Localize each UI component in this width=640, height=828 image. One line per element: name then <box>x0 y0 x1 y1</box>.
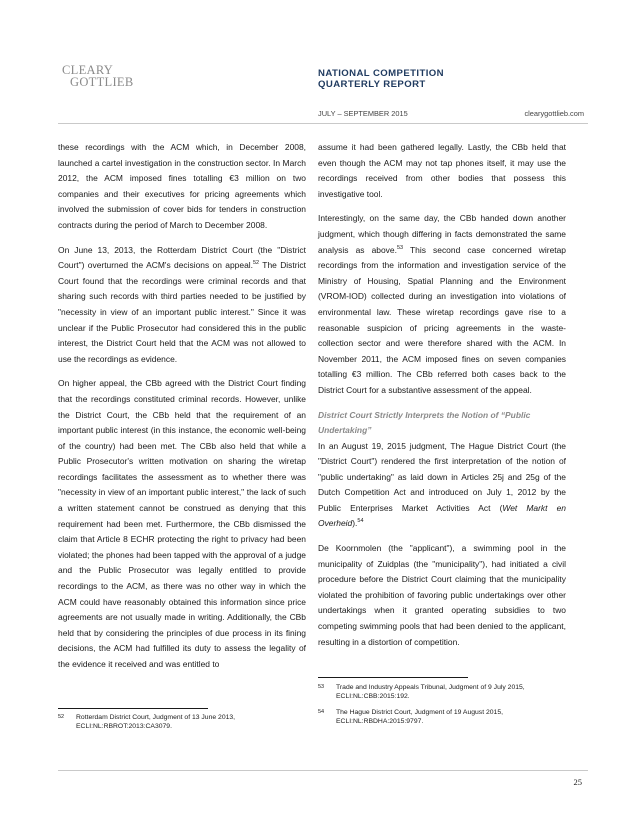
footer-divider <box>58 770 588 771</box>
footnote-text: Trade and Industry Appeals Tribunal, Judgment of 9 July 2015, ECLI:NL:CBB:2015:192. <box>336 684 525 700</box>
right-column <box>318 140 566 659</box>
right-paragraph-3-text-a: In an August 19, 2015 judgment, The Hague District Court (the "District Court") rendered the first interpretation of the notion of "public undertaking" as laid down in Articles 25j and 25g of the Dutch Competition Act and introduced on July 1, 2012 by the Public Enterprises Market Activities Act ( <box>318 440 566 513</box>
report-title <box>318 68 444 90</box>
left-paragraph-2 <box>58 243 306 368</box>
right-paragraph-3-text-b: ). <box>352 518 358 529</box>
section-heading: District Court Strictly Interprets the Notion of “Public Undertaking” <box>318 409 531 435</box>
left-paragraph-3: On higher appeal, the CBb agreed with the District Court finding that the recordings constituted criminal records. However, unlike the District Court, the CBb held that the requirement of an important public interest (in this instance, the economic well-being of the country) had been met. The CBb also held that while a Public Prosecutor's written motivation on sharing the wiretap recordings facilitates the assessment as to whether there was "necessity in view of an important public interest," the lack of such a written statement cannot be construed as denying that this requirement had been met. Furthermore, the CBb dismissed the claim that Article 8 ECHR protecting the right to privacy had been violated; the phones had been tapped with the approval of a judge and the Public Prosecutor was legally entitled to provide recordings to the ACM, as there was no other way in which the ACM could have reasonably obtained this information since price agreements are not usually made in writing. Additionally, the CBb held that by considering the principles of due process in its fining decisions, the ACM had fulfilled its duty to assess the legality of the evidence it received and was entitled to <box>58 378 306 669</box>
right-paragraph-2 <box>318 211 566 398</box>
footnote-text: Rotterdam District Court, Judgment of 13 June 2013, ECLI:NL:RBROT:2013:CA3079. <box>76 714 236 730</box>
report-period: JULY – SEPTEMBER 2015 <box>318 109 408 118</box>
page-number: 25 <box>573 777 582 787</box>
footnote <box>318 683 558 701</box>
header-meta <box>318 109 584 118</box>
footnote-ref-54[interactable]: 54 <box>357 518 364 525</box>
footnote-divider-left <box>58 708 208 709</box>
footnote <box>58 713 298 731</box>
footnote-text: The Hague District Court, Judgment of 19 August 2015, ECLI:NL:RBDHA:2015:9797. <box>336 709 503 725</box>
logo-line-2: GOTTLIEB <box>70 75 134 89</box>
left-paragraph-1: these recordings with the ACM which, in December 2008, launched a cartel investigation in the construction sector. In March 2012, the ACM imposed fines totalling €3 million on two companies and their executives for pricing agreements which involved the submission of cover bids for tenders in construction contracts during the period of March to December 2008. <box>58 142 306 230</box>
footnotes-left <box>58 713 298 738</box>
footnote <box>318 708 558 726</box>
footnote-ref-52[interactable]: 52 <box>252 260 260 267</box>
left-column <box>58 140 306 682</box>
right-paragraph-1: assume it had been gathered legally. Lastly, the CBb held that even though the ACM may not tap phones itself, it may use the recordings received from other bodies that possess this investigative tool. <box>318 142 566 199</box>
left-paragraph-2-text-b: The District Court found that the recordings were criminal records and that sharing such records with third parties needed to be justified by "necessity in view of an important public interest." Since it was unclear if the Public Prosecutor had considered this in the public interest, the District Court held that the ACM was not allowed to use the recordings as evidence. <box>58 260 306 364</box>
right-paragraph-2-text-b: This second case concerned wiretap recordings from the information and investigation service of the Ministry of Housing, Spatial Planning and the Environment (VROM-IOD) collected during an investigation into violations of environmental law. These wiretap recordings gave rise to a reasonable suspicion of pricing agreements in the waste-collection sector and were therefore shared with the ACM. In November 2011, the ACM imposed fines on seven companies totalling €3 million. The CBb referred both cases back to the District Court for a substantive assessment of the appeal. <box>318 244 566 395</box>
footnotes-right <box>318 683 558 733</box>
footnote-ref-53[interactable]: 53 <box>396 244 404 251</box>
website-link[interactable]: clearygottlieb.com <box>524 109 584 118</box>
footnote-divider-right <box>318 677 468 678</box>
logo-line-1: CLEARY <box>62 63 114 77</box>
left-paragraph-2-text-a: On June 13, 2013, the Rotterdam District Court (the "District Court") overturned the ACM's decisions on appeal. <box>58 244 306 271</box>
footnote-number: 52 <box>58 714 65 720</box>
right-paragraph-3-italic: Wet Markt en Overheid <box>318 502 566 529</box>
footnote-number: 53 <box>318 684 325 690</box>
header-divider <box>58 123 588 124</box>
right-paragraph-2-text-a: Interestingly, on the same day, the CBb handed down another judgment, which though differing in facts demonstrated the same analysis as above. <box>318 213 566 255</box>
right-paragraph-3 <box>318 439 566 533</box>
footnote-number: 54 <box>318 709 325 715</box>
report-title-line-2: QUARTERLY REPORT <box>318 79 426 90</box>
report-title-line-1: NATIONAL COMPETITION <box>318 68 444 79</box>
right-paragraph-4: De Koornmolen (the "applicant"), a swimming pool in the municipality of Zuidplas (the "municipality"), had initiated a civil procedure before the District Court claiming that the municipality violated the prohibition of favoring public undertakings over other undertakings when it granted operating subsidies to two competing swimming pools that had been denied to the applicant, resulting in a distortion of competition. <box>318 543 566 647</box>
cleary-gottlieb-logo <box>62 63 134 89</box>
